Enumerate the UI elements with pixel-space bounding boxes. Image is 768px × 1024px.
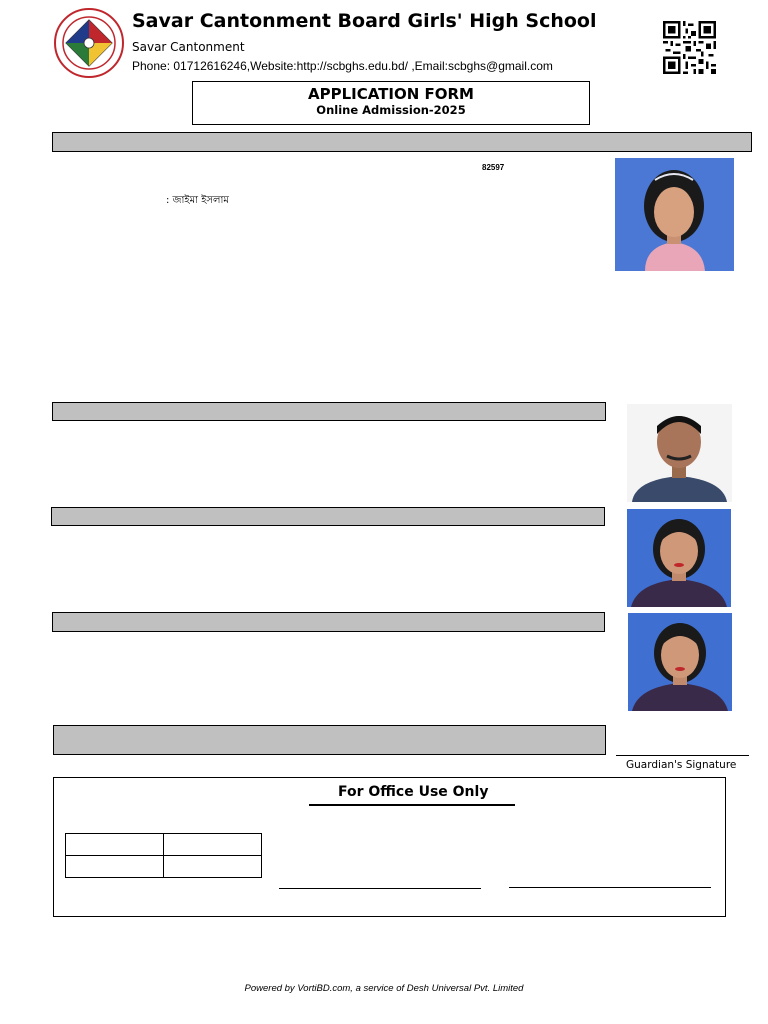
father-info-bar <box>52 402 606 421</box>
form-title: APPLICATION FORM <box>307 85 474 103</box>
student-name: : জাইমা ইসলাম <box>166 195 229 206</box>
footer-credit: Powered by VortiBD.com, a service of Desh Universal Pvt. Limited <box>244 983 524 994</box>
student-info-bar <box>52 132 752 152</box>
table-row <box>66 834 262 856</box>
contact-info: Phone: 01712616246,Website:http://scbghs.edu.bd/ ,Email:scbghs@gmail.com <box>132 59 553 73</box>
office-title-underline <box>309 804 515 806</box>
guardian-info-bar <box>52 612 605 632</box>
guardian-photo <box>628 613 732 711</box>
table-cell <box>164 834 262 856</box>
mother-photo <box>627 509 731 607</box>
office-signature-line-1 <box>279 888 481 889</box>
guardian-signature-line <box>616 755 749 756</box>
table-row <box>66 856 262 878</box>
mother-info-bar <box>51 507 605 526</box>
father-photo <box>627 404 732 502</box>
student-photo <box>615 158 734 271</box>
form-title-box <box>192 81 590 125</box>
school-crest-icon <box>54 8 124 78</box>
office-table <box>65 833 262 878</box>
form-subtitle: Online Admission-2025 <box>316 103 466 117</box>
school-location: Savar Cantonment <box>132 40 245 54</box>
table-cell <box>66 834 164 856</box>
table-cell <box>164 856 262 878</box>
declaration-bar <box>53 725 606 755</box>
qr-code-icon <box>663 21 716 74</box>
school-name: Savar Cantonment Board Girls' High School <box>132 10 597 32</box>
guardian-signature-label: Guardian's Signature <box>626 759 737 771</box>
office-signature-line-2 <box>509 887 711 888</box>
office-use-title: For Office Use Only <box>338 784 489 800</box>
application-number: 82597 <box>482 163 505 172</box>
table-cell <box>66 856 164 878</box>
